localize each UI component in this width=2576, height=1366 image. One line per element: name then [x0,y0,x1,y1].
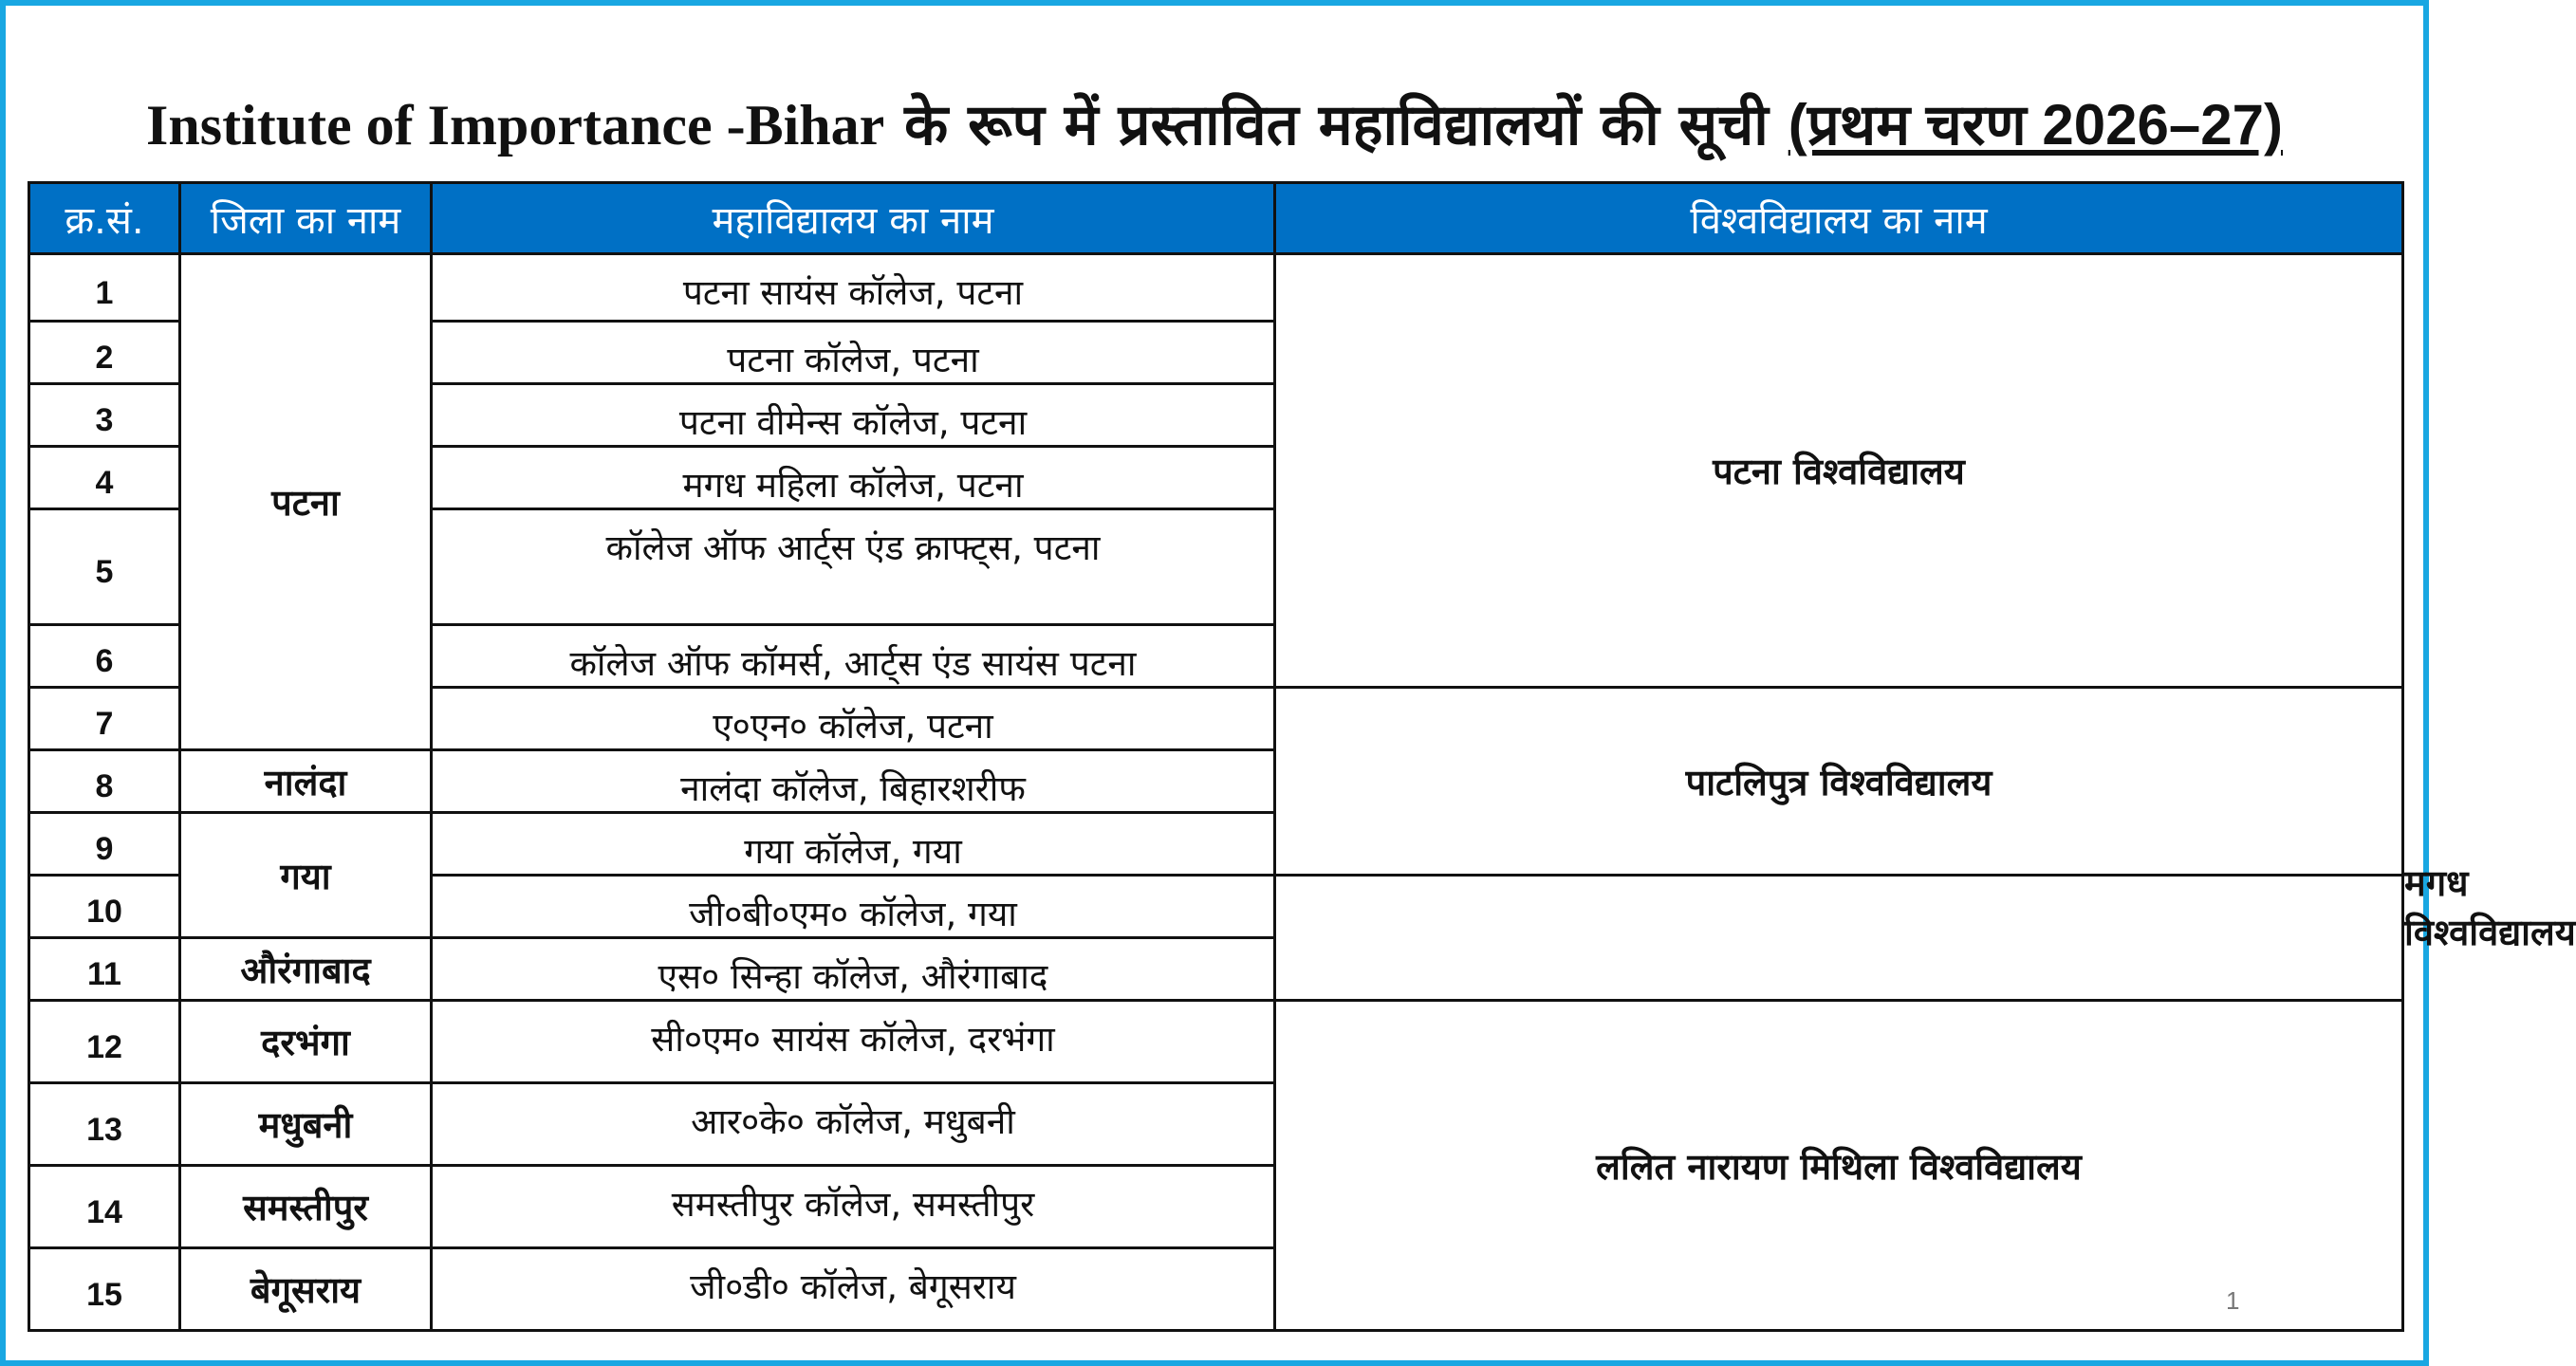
serial-number: 12 [29,1001,180,1083]
university-cell: ललित नारायण मिथिला विश्वविद्यालय [1275,1001,2403,1331]
serial-number: 9 [29,813,180,876]
college-name: मगध महिला कॉलेज, पटना [432,447,1275,509]
serial-number: 5 [29,509,180,625]
table-row [29,1001,2403,1083]
serial-number: 6 [29,625,180,688]
college-table [28,181,2576,1332]
table-row: 9 गया गया कॉलेज, गया मगध विश्वविद्यालय [29,813,2403,876]
college-name: कॉलेज ऑफ आर्ट्स एंड क्राफ्ट्स, पटना [432,509,1275,625]
university-cell: पाटलिपुत्र विश्वविद्यालय [1275,688,2403,876]
college-name: जी०डी० कॉलेज, बेगूसराय [432,1248,1275,1331]
college-name: पटना सायंस कॉलेज, पटना [432,254,1275,322]
university-cell: पटना विश्वविद्यालय [1275,254,2403,688]
serial-number: 7 [29,688,180,750]
header-college: महाविद्यालय का नाम [432,183,1275,254]
college-name: गया कॉलेज, गया [432,813,1275,876]
college-name: आर०के० कॉलेज, मधुबनी [432,1083,1275,1166]
serial-number: 14 [29,1166,180,1248]
title-english: Institute of Importance -Bihar [146,94,885,157]
college-name: नालंदा कॉलेज, बिहारशरीफ [432,750,1275,813]
college-name: ए०एन० कॉलेज, पटना [432,688,1275,750]
serial-number: 4 [29,447,180,509]
serial-number: 11 [29,938,180,1001]
title-hindi: के रूप में प्रस्तावित महाविद्यालयों की सूची [884,92,1788,158]
page-number: 1 [2226,1286,2240,1315]
table-row [29,254,2403,322]
page-title [0,83,2429,161]
district-cell: गया [180,813,432,938]
header-serial: क्र.सं. [29,183,180,254]
serial-number: 15 [29,1248,180,1331]
serial-number: 8 [29,750,180,813]
district-cell: दरभंगा [180,1001,432,1083]
district-cell: मधुबनी [180,1083,432,1166]
college-name: एस० सिन्हा कॉलेज, औरंगाबाद [432,938,1275,1001]
college-name: कॉलेज ऑफ कॉमर्स, आर्ट्स एंड सायंस पटना [432,625,1275,688]
serial-number: 1 [29,254,180,322]
district-cell: पटना [180,254,432,750]
district-cell: नालंदा [180,750,432,813]
serial-number: 3 [29,384,180,447]
college-name: जी०बी०एम० कॉलेज, गया [432,876,1275,938]
college-name: समस्तीपुर कॉलेज, समस्तीपुर [432,1166,1275,1248]
district-cell: बेगूसराय [180,1248,432,1331]
header-university: विश्वविद्यालय का नाम [1275,183,2403,254]
table-header-row [29,183,2403,254]
college-name: सी०एम० सायंस कॉलेज, दरभंगा [432,1001,1275,1083]
header-district: जिला का नाम [180,183,432,254]
college-name: पटना वीमेन्स कॉलेज, पटना [432,384,1275,447]
district-cell: औरंगाबाद [180,938,432,1001]
serial-number: 10 [29,876,180,938]
district-cell: समस्तीपुर [180,1166,432,1248]
table-row [29,938,2403,1001]
serial-number: 13 [29,1083,180,1166]
title-phase: (प्रथम चरण 2026–27) [1788,93,2283,157]
college-name: पटना कॉलेज, पटना [432,322,1275,384]
serial-number: 2 [29,322,180,384]
